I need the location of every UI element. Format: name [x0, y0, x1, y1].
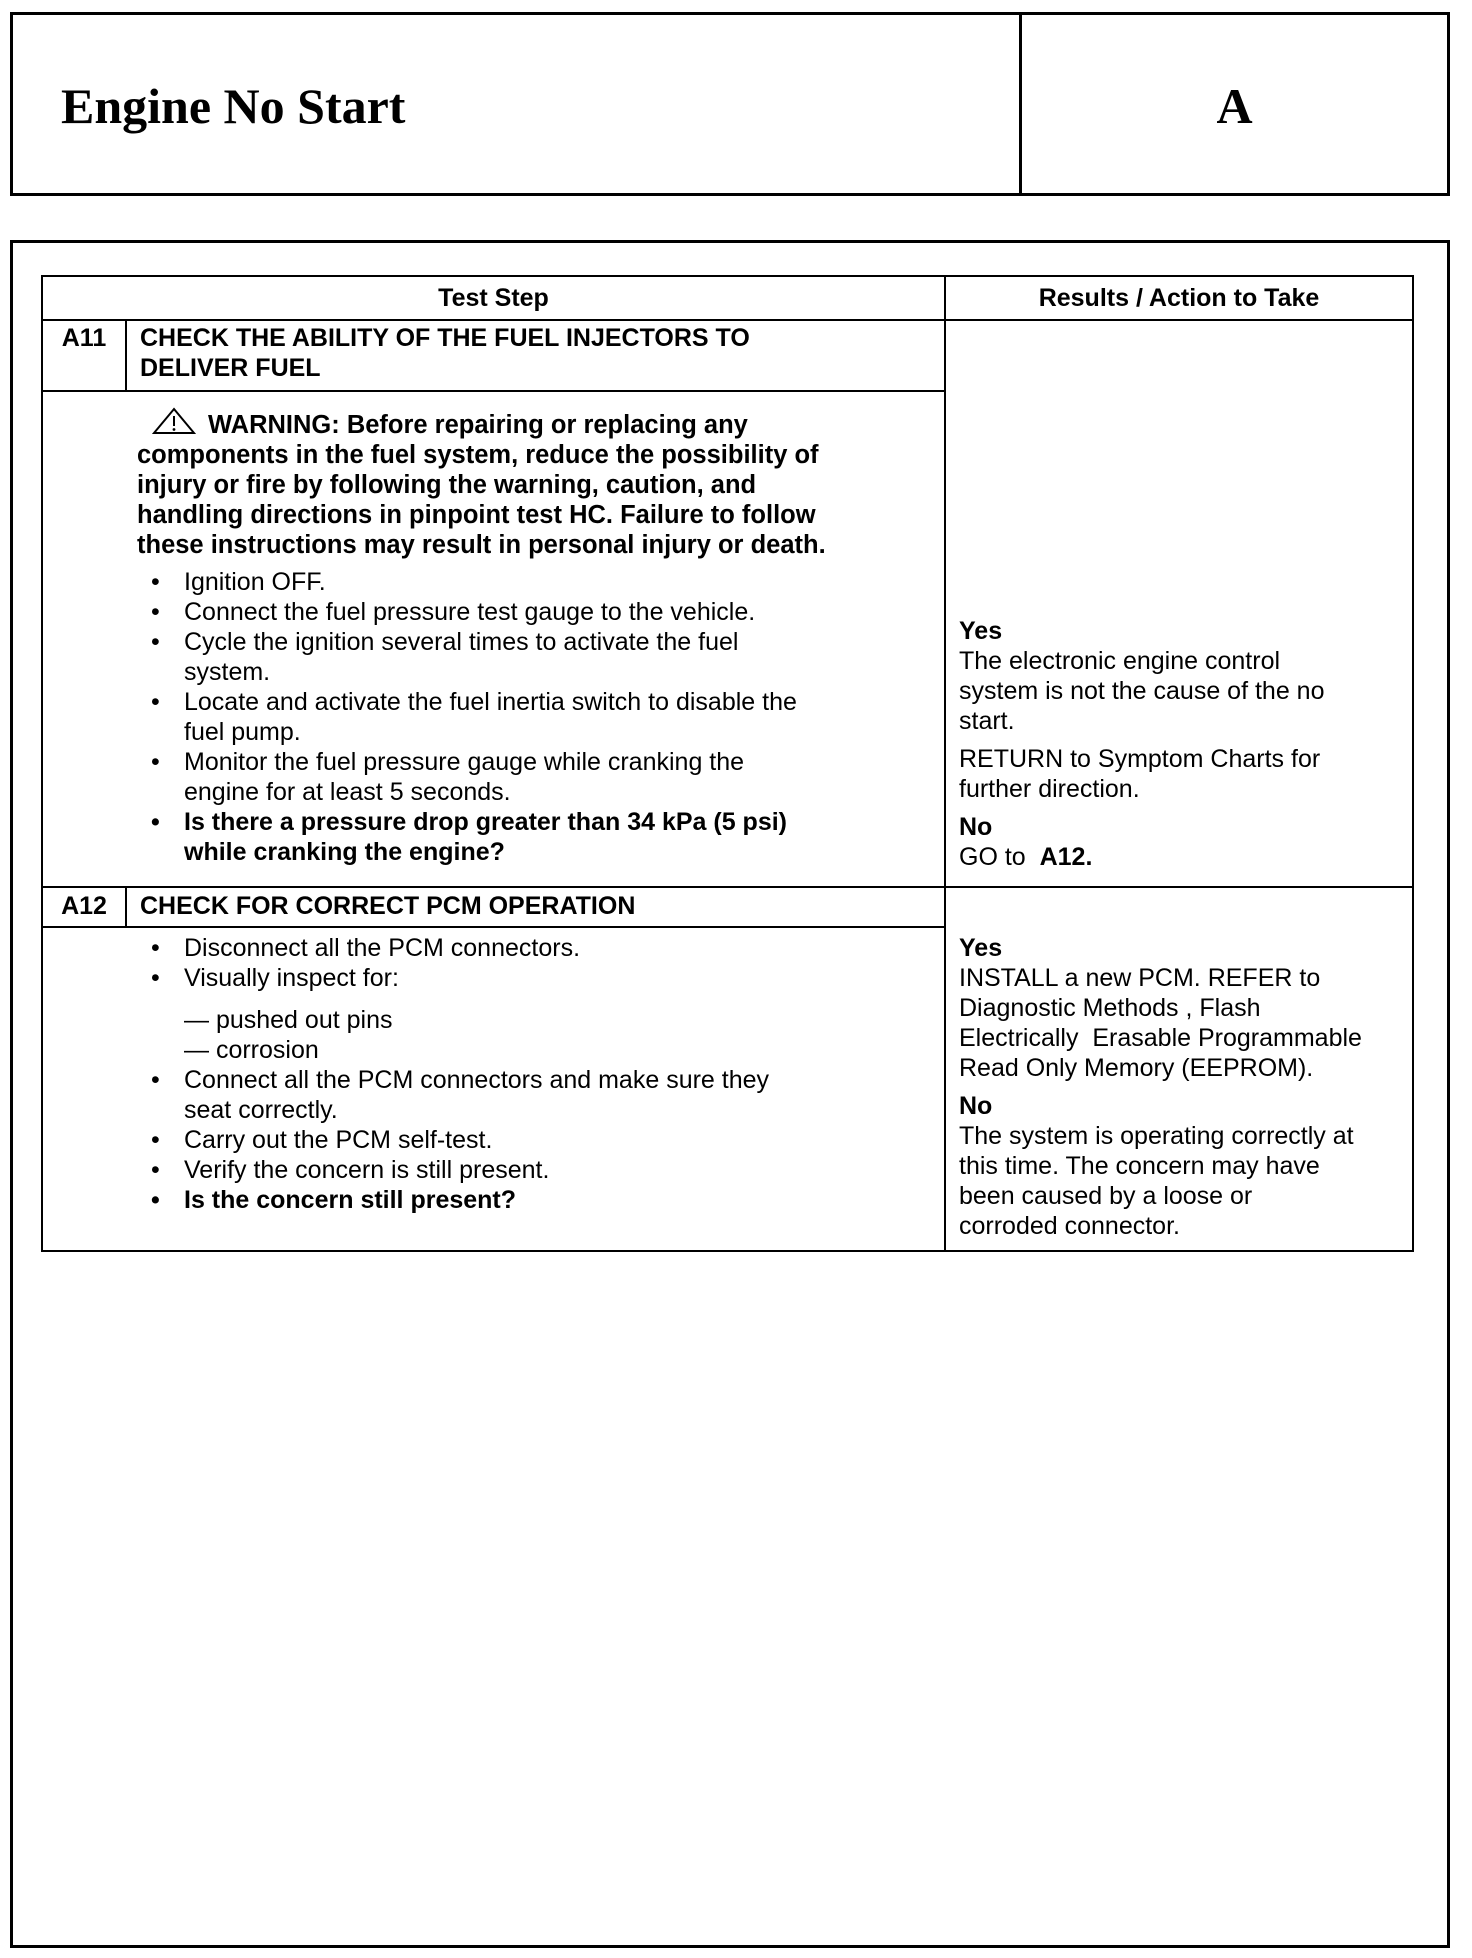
- step-id-divider-a12: [125, 886, 127, 926]
- list-item: [144, 567, 934, 597]
- list-item-question: [144, 807, 934, 867]
- step-title: CHECK FOR CORRECT PCM OPERATION: [140, 892, 636, 920]
- list-item-text: Verify the concern is still present.: [184, 1156, 550, 1184]
- list-item: [144, 963, 934, 993]
- page-header: [10, 12, 1450, 196]
- list-item-text: • Locate and activate the fuel inertia switch to disable the: [184, 688, 797, 716]
- warning-line: injury or fire by following the warning, caution, and: [137, 471, 757, 499]
- result-block-a11: [959, 616, 1409, 872]
- result-text: Electrically Erasable Programmable: [959, 1024, 1362, 1052]
- warning-line: handling directions in pinpoint test HC. Failure to follow: [137, 501, 816, 529]
- step-title-line: DELIVER FUEL: [140, 354, 321, 382]
- list-item: [144, 597, 934, 627]
- list-item-text: fuel pump.: [184, 718, 301, 746]
- step-bullet-list: [144, 567, 934, 867]
- section-letter: A: [1216, 78, 1253, 134]
- warning-line: these instructions may result in personal injury or death.: [137, 531, 826, 559]
- step-title-divider-a11: [43, 390, 946, 392]
- result-yes-label: Yes: [959, 617, 1003, 645]
- step-bullet-list: [144, 933, 934, 1215]
- question-text: Is the concern still present?: [184, 1186, 517, 1214]
- result-action: [959, 842, 1409, 872]
- list-item-text: engine for at least 5 seconds.: [184, 778, 511, 806]
- result-text: The system is operating correctly at: [959, 1122, 1354, 1150]
- list-item: [144, 687, 934, 747]
- result-yes-label: Yes: [959, 934, 1003, 962]
- test-table: [41, 275, 1414, 1252]
- goto-step-link[interactable]: A12.: [1039, 843, 1093, 871]
- page-title: Engine No Start: [61, 78, 406, 134]
- step-divider-a12: [43, 886, 1412, 888]
- result-text: INSTALL a new PCM. REFER to: [959, 964, 1321, 992]
- list-item-text: • Monitor the fuel pressure gauge while cranking the: [184, 748, 745, 776]
- result-no-label: No: [959, 1092, 993, 1120]
- list-item: [144, 627, 934, 687]
- result-block-a12: [959, 933, 1414, 1241]
- result-action: further direction.: [959, 775, 1140, 803]
- sub-list-item: [144, 1035, 934, 1065]
- sub-list-item: [144, 1005, 934, 1035]
- list-item-text: • Cycle the ignition several times to activate the fuel: [184, 628, 739, 656]
- result-text: Read Only Memory (EEPROM).: [959, 1054, 1314, 1082]
- header-row-divider: [43, 319, 1412, 321]
- list-item-question: [144, 1185, 934, 1215]
- result-text: been caused by a loose or: [959, 1182, 1253, 1210]
- list-item-text: Ignition OFF.: [184, 568, 326, 596]
- warning-line: components in the fuel system, reduce the possibility of: [137, 441, 819, 469]
- result-text: system is not the cause of the no: [959, 677, 1325, 705]
- list-item-text: Connect the fuel pressure test gauge to the vehicle.: [184, 598, 756, 626]
- warning-line: [137, 407, 937, 440]
- result-text: The electronic engine control: [959, 647, 1281, 675]
- sub-item-text: — corrosion: [184, 1036, 319, 1064]
- step-id-divider-a11: [125, 319, 127, 390]
- list-item: [144, 933, 934, 963]
- question-text: • Is there a pressure drop greater than 34 kPa (5 psi): [184, 808, 788, 836]
- list-item: [144, 1155, 934, 1185]
- column-divider: [944, 277, 946, 1250]
- sub-item-text: — pushed out pins: [184, 1006, 393, 1034]
- step-id: A12: [61, 892, 107, 920]
- warning-block: [137, 407, 937, 560]
- result-action-text: GO to: [959, 843, 1026, 871]
- result-text: this time. The concern may have: [959, 1152, 1320, 1180]
- column-header-results: Results / Action to Take: [1038, 284, 1320, 312]
- list-item-text: Disconnect all the PCM connectors.: [184, 934, 581, 962]
- result-action: RETURN to Symptom Charts for: [959, 745, 1321, 773]
- result-no-label: No: [959, 813, 993, 841]
- warning-text: WARNING: Before repairing or replacing any: [208, 411, 748, 439]
- list-item: [144, 1125, 934, 1155]
- list-item-text: • Connect all the PCM connectors and make sure they: [184, 1066, 770, 1094]
- result-text: corroded connector.: [959, 1212, 1180, 1240]
- step-id: A11: [61, 324, 107, 352]
- warning-triangle-icon: [152, 407, 196, 435]
- step-title: [140, 323, 930, 383]
- list-item-text: Visually inspect for:: [184, 964, 399, 992]
- step-title-divider-a12: [43, 926, 946, 928]
- step-title-line: CHECK THE ABILITY OF THE FUEL INJECTORS TO: [140, 324, 750, 352]
- column-header-test-step: Test Step: [438, 284, 549, 312]
- list-item: [144, 1065, 934, 1125]
- question-text: while cranking the engine?: [184, 838, 505, 866]
- list-item: [144, 747, 934, 807]
- list-item-text: Carry out the PCM self-test.: [184, 1126, 493, 1154]
- result-text: Diagnostic Methods , Flash: [959, 994, 1261, 1022]
- list-item-text: system.: [184, 658, 271, 686]
- result-text: start.: [959, 707, 1015, 735]
- list-item-text: seat correctly.: [184, 1096, 338, 1124]
